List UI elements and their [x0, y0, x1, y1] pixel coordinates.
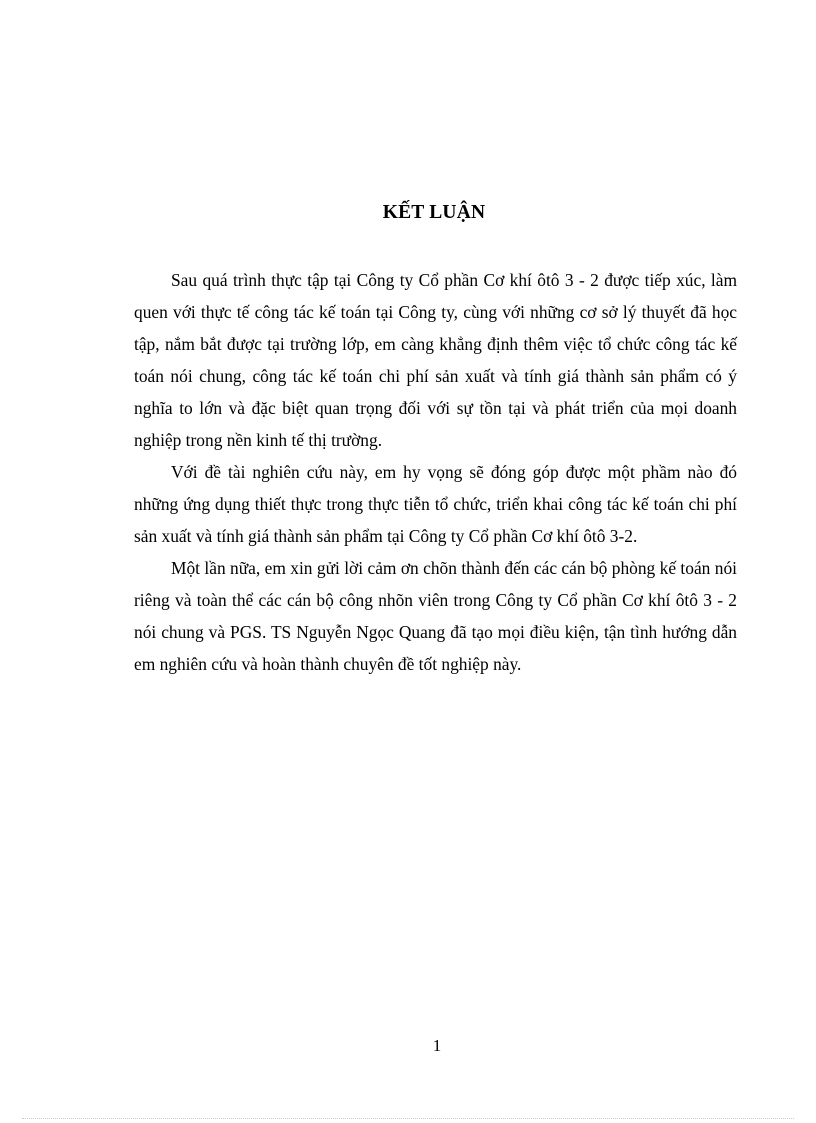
paragraph-1: Sau quá trình thực tập tại Công ty Cổ phần Cơ khí ôtô 3 - 2 được tiếp xúc, làm quen với thực tế công tác kế toán tại Công ty, cùng với những cơ sở lý thuyết đã học tập, nắm bắt được tại trường lớp, em càng khẳng định thêm việc tổ chức công tác kế toán nói chung, công tác kế toán chi phí sản xuất và tính giá thành sản phẩm có ý nghĩa to lớn và đặc biệt quan trọng đối với sự tồn tại và phát triển của mọi doanh nghiệp trong nền kinh tế thị trường.: [134, 270, 737, 450]
page-number: 1: [432, 1036, 442, 1055]
paragraph-3: Một lần nữa, em xin gửi lời cảm ơn chõn thành đến các cán bộ phòng kế toán nói riêng và toàn thể các cán bộ công nhõn viên trong Công ty Cổ phần Cơ khí ôtô 3 - 2 nói chung và PGS. TS Nguyễn Ngọc Quang đã tạo mọi điều kiện, tận tình hướng dẫn em nghiên cứu và hoàn thành chuyên đề tốt nghiệp này.: [134, 558, 737, 674]
footer-divider: [22, 1118, 794, 1119]
page-title: KẾT LUẬN: [382, 202, 486, 223]
paragraph-2: Với đề tài nghiên cứu này, em hy vọng sẽ đóng góp được một phầm nào đó những ứng dụng thiết thực trong thực tiễn tổ chức, triển khai công tác kế toán chi phí sản xuất và tính giá thành sản phẩm tại Công ty Cổ phần Cơ khí ôtô 3-2.: [134, 462, 737, 546]
body-text: [134, 264, 737, 680]
